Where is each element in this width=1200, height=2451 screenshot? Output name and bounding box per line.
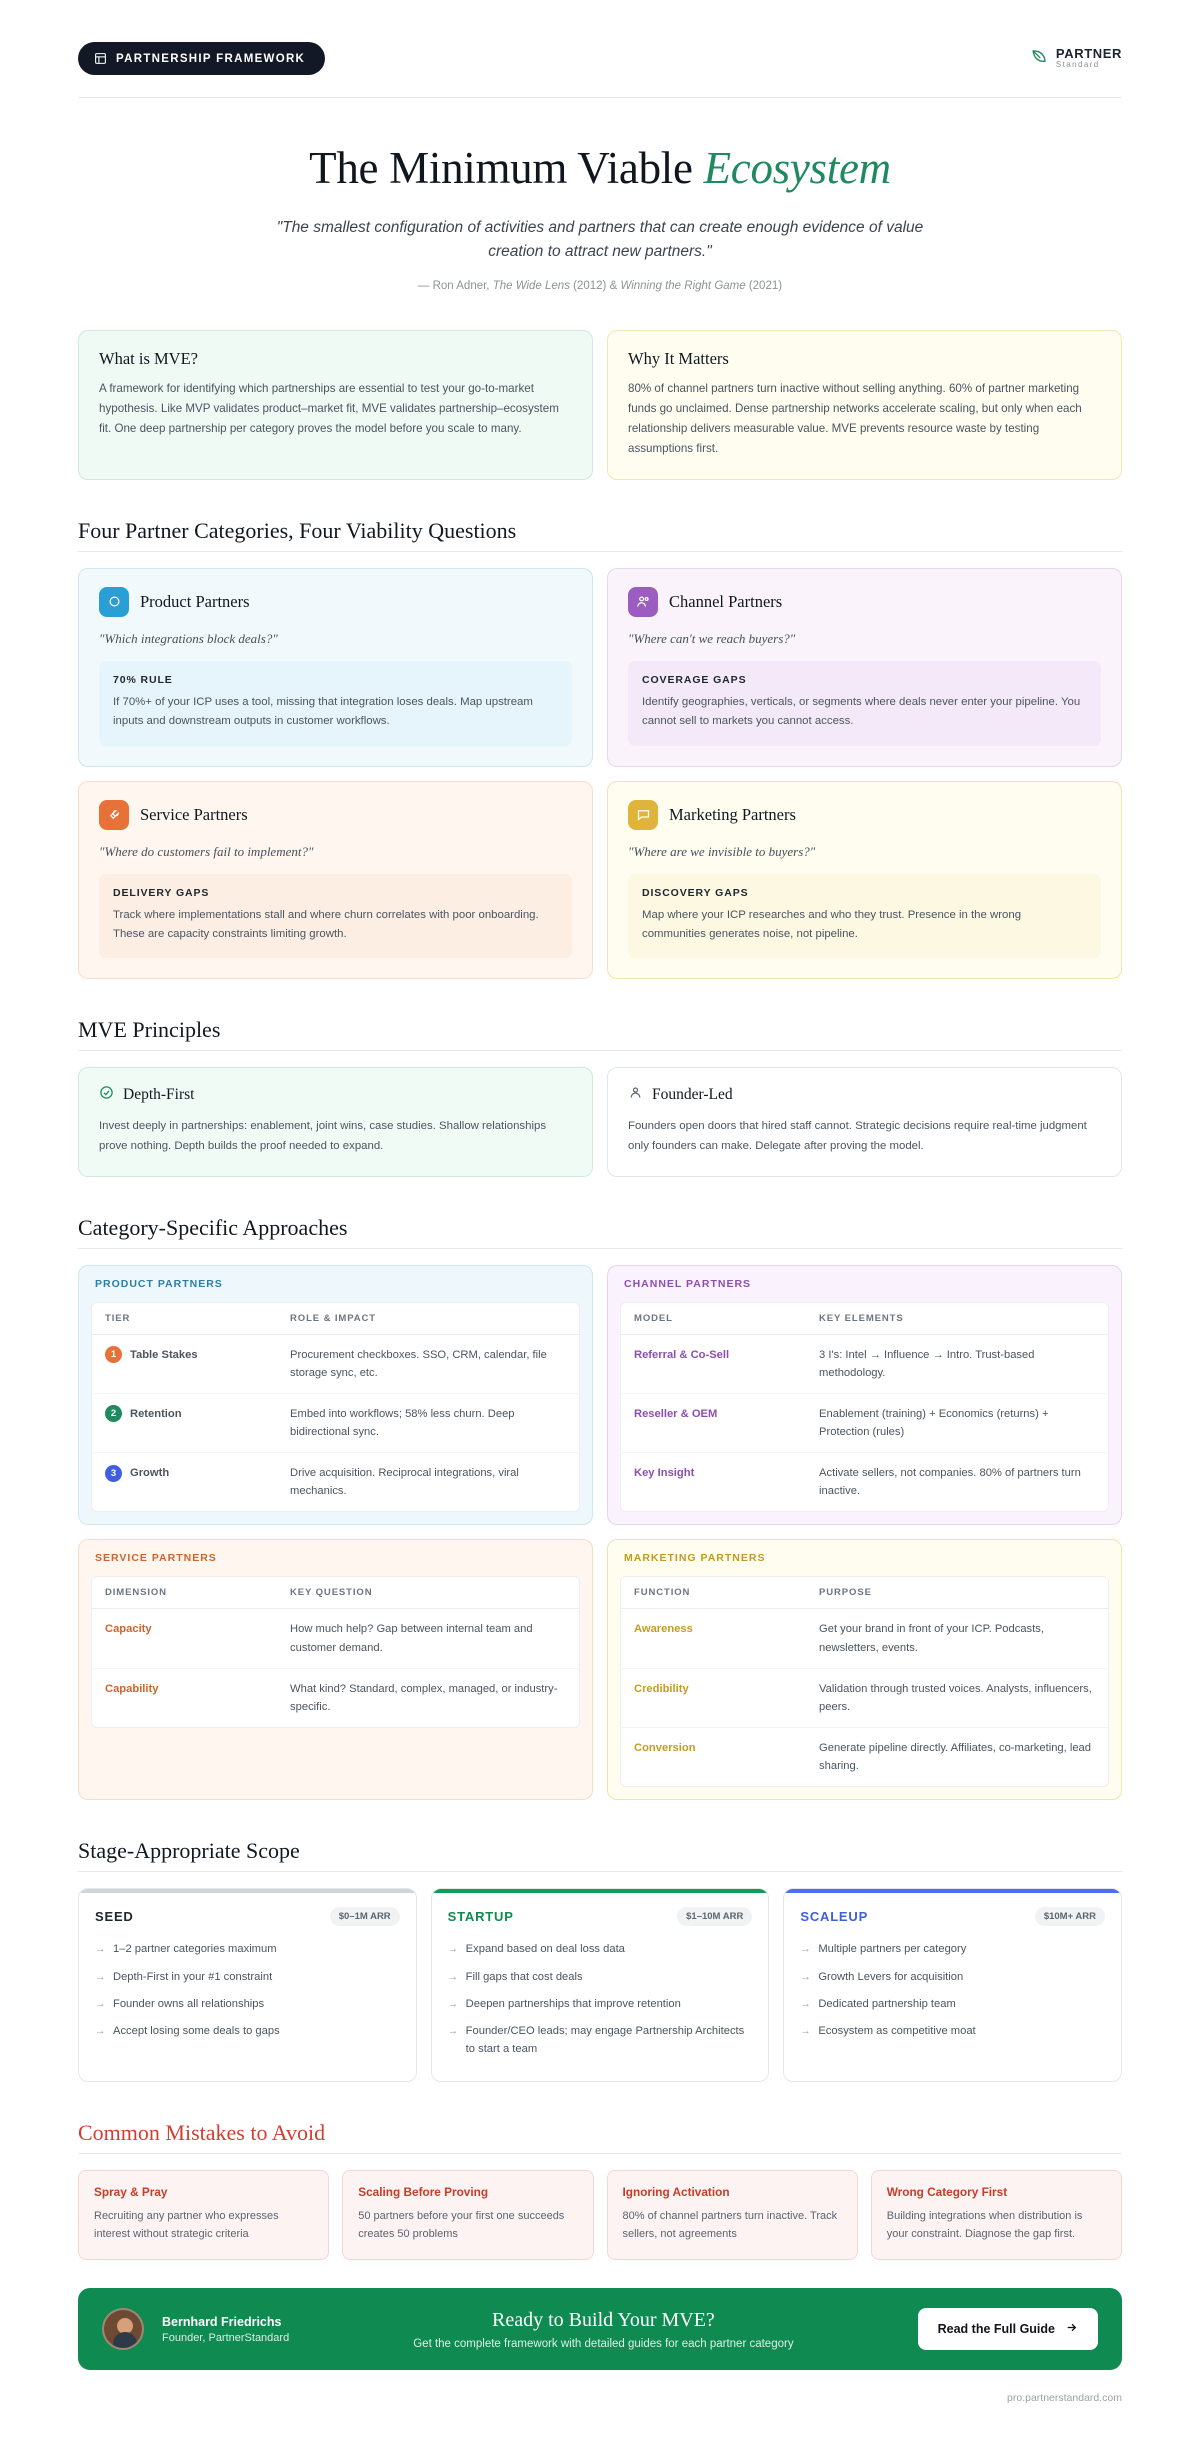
partner-cards-row-1 bbox=[78, 568, 1122, 767]
partner-card-question: "Where can't we reach buyers?" bbox=[628, 630, 796, 646]
arrow-right-icon bbox=[1065, 2321, 1078, 2337]
row-key: Reseller & OEM bbox=[621, 1393, 806, 1452]
table-row bbox=[92, 1668, 579, 1727]
cta-button-label: Read the Full Guide bbox=[937, 2322, 1055, 2337]
card-why-it-matters bbox=[607, 330, 1122, 480]
row-value: Get your brand in front of your ICP. Podcasts, newsletters, events. bbox=[806, 1609, 1108, 1668]
stage-name: SCALEUP bbox=[800, 1909, 869, 1925]
mistake-title: Ignoring Activation bbox=[622, 2185, 730, 2200]
stage-arr-badge: $10M+ ARR bbox=[1035, 1907, 1105, 1926]
card-body: A framework for identifying which partnerships are essential to test your go-to-market hypothesis. Like MVP validates product–market fit, MVE validates partnership–ecosystem fit. One deep partnership per category proves the model before you scale to many. bbox=[99, 382, 559, 435]
section-heading-principles: MVE Principles bbox=[78, 1017, 1122, 1051]
row-value: How much help? Gap between internal team and customer demand. bbox=[277, 1609, 579, 1668]
table bbox=[92, 1303, 579, 1512]
partner-card-sub-body: If 70%+ of your ICP uses a tool, missing that integration loses deals. Map upstream inputs and downstream outputs in customer workflows. bbox=[113, 695, 533, 728]
row-value: Enablement (training) + Economics (returns) + Protection (rules) bbox=[806, 1393, 1108, 1452]
tier-number: 3 bbox=[105, 1465, 122, 1482]
brand-name: PARTNER bbox=[1055, 46, 1122, 62]
cta-headline: Ready to Build Your MVE? bbox=[492, 2308, 715, 2331]
approach-table-marketing bbox=[607, 1539, 1122, 1800]
users-icon bbox=[628, 587, 658, 617]
check-circle-icon bbox=[99, 1085, 114, 1105]
tier-number: 1 bbox=[105, 1346, 122, 1363]
approach-table-heading: PRODUCT PARTNERS bbox=[95, 1277, 223, 1290]
row-key: Retention bbox=[130, 1407, 182, 1420]
list-item: → Multiple partners per category bbox=[800, 1936, 1105, 1963]
column-header: FUNCTION bbox=[621, 1577, 806, 1609]
partner-card-question: "Which integrations block deals?" bbox=[99, 630, 278, 646]
layout-icon bbox=[94, 52, 107, 65]
leaf-icon bbox=[1030, 47, 1049, 71]
card-what-is-mve bbox=[78, 330, 593, 480]
partner-cards-row-2 bbox=[78, 781, 1122, 980]
mistake-body: 50 partners before your first one succeeds creates 50 problems bbox=[358, 2210, 565, 2241]
partner-card-sub-body: Identify geographies, verticals, or segments where deals never enter your pipeline. You cannot sell to markets you cannot access. bbox=[642, 695, 1081, 728]
mistake-card-spray-and-pray bbox=[78, 2170, 329, 2260]
page-title: The Minimum Viable Ecosystem bbox=[309, 143, 891, 193]
hero-attribution: — Ron Adner, The Wide Lens (2012) & Winning the Right Game (2021) bbox=[417, 280, 783, 293]
mistake-cards bbox=[78, 2170, 1122, 2260]
list-item: → Growth Levers for acquisition bbox=[800, 1964, 1105, 1991]
brand-sub: Standard bbox=[1055, 60, 1100, 70]
partner-card-title: Marketing Partners bbox=[669, 804, 796, 824]
framework-badge-label: PARTNERSHIP FRAMEWORK bbox=[116, 52, 306, 65]
partner-card-sub-label: DISCOVERY GAPS bbox=[642, 886, 749, 899]
section-heading-approaches: Category-Specific Approaches bbox=[78, 1215, 1122, 1249]
top-bar bbox=[78, 0, 1122, 98]
row-value: Activate sellers, not companies. 80% of partners turn inactive. bbox=[819, 1467, 1081, 1498]
hexagon-icon bbox=[99, 587, 129, 617]
hero-quote: "The smallest configuration of activities and partners that can create enough evidence of value creation to attract new partners." bbox=[276, 219, 924, 261]
tier-number: 2 bbox=[105, 1405, 122, 1422]
column-header: MODEL bbox=[621, 1303, 806, 1335]
row-key: Growth bbox=[130, 1467, 170, 1480]
partner-card-sub-label: 70% RULE bbox=[113, 673, 173, 686]
row-value: What kind? Standard, complex, managed, or industry-specific. bbox=[290, 1682, 558, 1713]
approach-table-heading: SERVICE PARTNERS bbox=[95, 1552, 217, 1565]
column-header: DIMENSION bbox=[92, 1577, 277, 1609]
list-item: → Depth-First in your #1 constraint bbox=[95, 1964, 400, 1991]
stage-name: STARTUP bbox=[447, 1909, 514, 1925]
partner-card-title: Channel Partners bbox=[669, 591, 783, 611]
row-key: Referral & Co-Sell bbox=[621, 1334, 806, 1393]
principle-depth-first bbox=[78, 1067, 593, 1176]
partner-card-product bbox=[78, 568, 593, 767]
mistake-card-scaling-before-proving bbox=[342, 2170, 593, 2260]
table-row bbox=[621, 1393, 1108, 1452]
mistake-body: Recruiting any partner who expresses interest without strategic criteria bbox=[94, 2210, 279, 2241]
list-item: → Founder owns all relationships bbox=[95, 1991, 400, 2018]
stage-card-scaleup bbox=[783, 1888, 1122, 2082]
column-header: KEY QUESTION bbox=[277, 1577, 579, 1609]
partner-card-sub-body: Track where implementations stall and where churn correlates with poor onboarding. These are capacity constraints limiting growth. bbox=[113, 908, 539, 940]
partner-card-service bbox=[78, 781, 593, 980]
principle-founder-led bbox=[607, 1067, 1122, 1176]
hero bbox=[78, 98, 1122, 300]
table bbox=[621, 1577, 1108, 1786]
cta-author-name: Bernhard Friedrichs bbox=[162, 2314, 282, 2329]
approach-row-1 bbox=[78, 1265, 1122, 1526]
mistake-title: Wrong Category First bbox=[886, 2185, 1008, 2200]
row-value: Drive acquisition. Reciprocal integrations, viral mechanics. bbox=[290, 1467, 519, 1498]
column-header: ROLE & IMPACT bbox=[277, 1303, 579, 1335]
mistake-card-ignoring-activation bbox=[607, 2170, 858, 2260]
row-key: Credibility bbox=[621, 1668, 806, 1727]
approach-table-channel bbox=[607, 1265, 1122, 1526]
read-full-guide-button[interactable] bbox=[918, 2308, 1098, 2350]
stage-card-startup bbox=[431, 1888, 770, 2082]
principle-body: Invest deeply in partnerships: enablement, joint wins, case studies. Shallow relationships prove nothing. Depth builds the proof needed to expand. bbox=[99, 1120, 547, 1152]
list-item: → Accept losing some deals to gaps bbox=[95, 2018, 400, 2045]
stage-arr-badge: $1–10M ARR bbox=[677, 1907, 752, 1926]
megaphone-icon bbox=[628, 800, 658, 830]
footer-url[interactable]: pro.partnerstandard.com bbox=[1007, 2392, 1122, 2405]
avatar bbox=[102, 2308, 144, 2350]
row-key: Table Stakes bbox=[130, 1348, 198, 1361]
approach-table-service bbox=[78, 1539, 593, 1800]
partner-card-title: Product Partners bbox=[140, 591, 250, 611]
mistake-body: Building integrations when distribution is your constraint. Diagnose the gap first. bbox=[886, 2210, 1083, 2241]
principle-title: Founder-Led bbox=[652, 1086, 733, 1104]
principle-body: Founders open doors that hired staff cannot. Strategic decisions require real-time judgment only founders can make. Delegate after proving the model. bbox=[628, 1120, 1087, 1152]
section-heading-categories: Four Partner Categories, Four Viability Questions bbox=[78, 518, 1122, 552]
stage-card-seed bbox=[78, 1888, 417, 2082]
row-value: 3 I's: Intel → Influence → Intro. Trust-based methodology. bbox=[806, 1334, 1108, 1393]
row-key: Conversion bbox=[634, 1741, 696, 1754]
table bbox=[92, 1577, 579, 1727]
cta-author-role: Founder, PartnerStandard bbox=[162, 2331, 290, 2344]
table-row bbox=[621, 1668, 1108, 1727]
brand-logo[interactable] bbox=[1030, 47, 1122, 71]
row-key: Capacity bbox=[92, 1609, 277, 1668]
table-row bbox=[92, 1393, 579, 1452]
intro-cards bbox=[78, 330, 1122, 480]
principle-title: Depth-First bbox=[123, 1086, 195, 1104]
stage-cards bbox=[78, 1888, 1122, 2082]
approach-table-heading: MARKETING PARTNERS bbox=[624, 1552, 766, 1565]
framework-badge bbox=[78, 42, 325, 75]
column-header: TIER bbox=[92, 1303, 277, 1335]
section-heading-scope: Stage-Appropriate Scope bbox=[78, 1838, 1122, 1872]
table-row bbox=[621, 1453, 1108, 1512]
partner-card-title: Service Partners bbox=[140, 804, 248, 824]
list-item: → Fill gaps that cost deals bbox=[448, 1964, 753, 1991]
table-row bbox=[92, 1609, 579, 1668]
partner-card-question: "Where do customers fail to implement?" bbox=[99, 843, 314, 859]
table bbox=[621, 1303, 1108, 1512]
list-item: → Expand based on deal loss data bbox=[448, 1936, 753, 1963]
stage-name: SEED bbox=[95, 1909, 134, 1925]
column-header: KEY ELEMENTS bbox=[806, 1303, 1108, 1335]
approach-row-2 bbox=[78, 1539, 1122, 1800]
card-title: What is MVE? bbox=[99, 349, 198, 369]
partner-card-sub-label: DELIVERY GAPS bbox=[113, 886, 210, 899]
partner-card-channel bbox=[607, 568, 1122, 767]
person-icon bbox=[628, 1085, 643, 1105]
principles-row bbox=[78, 1067, 1122, 1176]
row-value: Generate pipeline directly. Affiliates, co-marketing, lead sharing. bbox=[819, 1741, 1092, 1773]
row-key: Capability bbox=[105, 1682, 159, 1695]
table-row bbox=[621, 1727, 1108, 1786]
table-row bbox=[92, 1334, 579, 1393]
partner-card-marketing bbox=[607, 781, 1122, 980]
row-value: Validation through trusted voices. Analysts, influencers, peers. bbox=[806, 1668, 1108, 1727]
card-body: 80% of channel partners turn inactive without selling anything. 60% of partner marketing funds go unclaimed. Dense partnership networks accelerate scaling, but only when each relationship delivers measurable value. MVE prevents resource waste by testing assumptions first. bbox=[628, 382, 1082, 455]
column-header: PURPOSE bbox=[806, 1577, 1108, 1609]
approach-table-product bbox=[78, 1265, 593, 1526]
list-item: → Dedicated partnership team bbox=[800, 1991, 1105, 2018]
wrench-icon bbox=[99, 800, 129, 830]
row-key: Awareness bbox=[621, 1609, 806, 1668]
cta-subtext: Get the complete framework with detailed guides for each partner category bbox=[413, 2337, 794, 2350]
table-row bbox=[621, 1609, 1108, 1668]
mistake-card-wrong-category-first bbox=[871, 2170, 1122, 2260]
card-title: Why It Matters bbox=[628, 349, 729, 369]
row-value: Procurement checkboxes. SSO, CRM, calendar, file storage sync, etc. bbox=[277, 1334, 579, 1393]
list-item: → 1–2 partner categories maximum bbox=[95, 1936, 400, 1963]
table-row bbox=[621, 1334, 1108, 1393]
list-item: → Founder/CEO leads; may engage Partnership Architects to start a team bbox=[448, 2018, 753, 2063]
partner-card-sub-body: Map where your ICP researches and who they trust. Presence in the wrong communities generates noise, not pipeline. bbox=[642, 908, 1022, 940]
partner-card-question: "Where are we invisible to buyers?" bbox=[628, 843, 816, 859]
mistake-body: 80% of channel partners turn inactive. Track sellers, not agreements bbox=[622, 2210, 838, 2241]
partner-card-sub-label: COVERAGE GAPS bbox=[642, 673, 747, 686]
row-value: Embed into workflows; 58% less churn. Deep bidirectional sync. bbox=[277, 1393, 579, 1452]
list-item: → Ecosystem as competitive moat bbox=[800, 2018, 1105, 2045]
stage-arr-badge: $0–1M ARR bbox=[330, 1907, 400, 1926]
table-row bbox=[92, 1453, 579, 1512]
mistake-title: Spray & Pray bbox=[94, 2185, 168, 2200]
list-item: → Deepen partnerships that improve retention bbox=[448, 1991, 753, 2018]
approach-table-heading: CHANNEL PARTNERS bbox=[624, 1277, 752, 1290]
cta-banner bbox=[78, 2288, 1122, 2370]
mistake-title: Scaling Before Proving bbox=[358, 2185, 489, 2200]
row-key: Key Insight bbox=[634, 1467, 695, 1480]
section-heading-mistakes: Common Mistakes to Avoid bbox=[78, 2120, 1122, 2154]
